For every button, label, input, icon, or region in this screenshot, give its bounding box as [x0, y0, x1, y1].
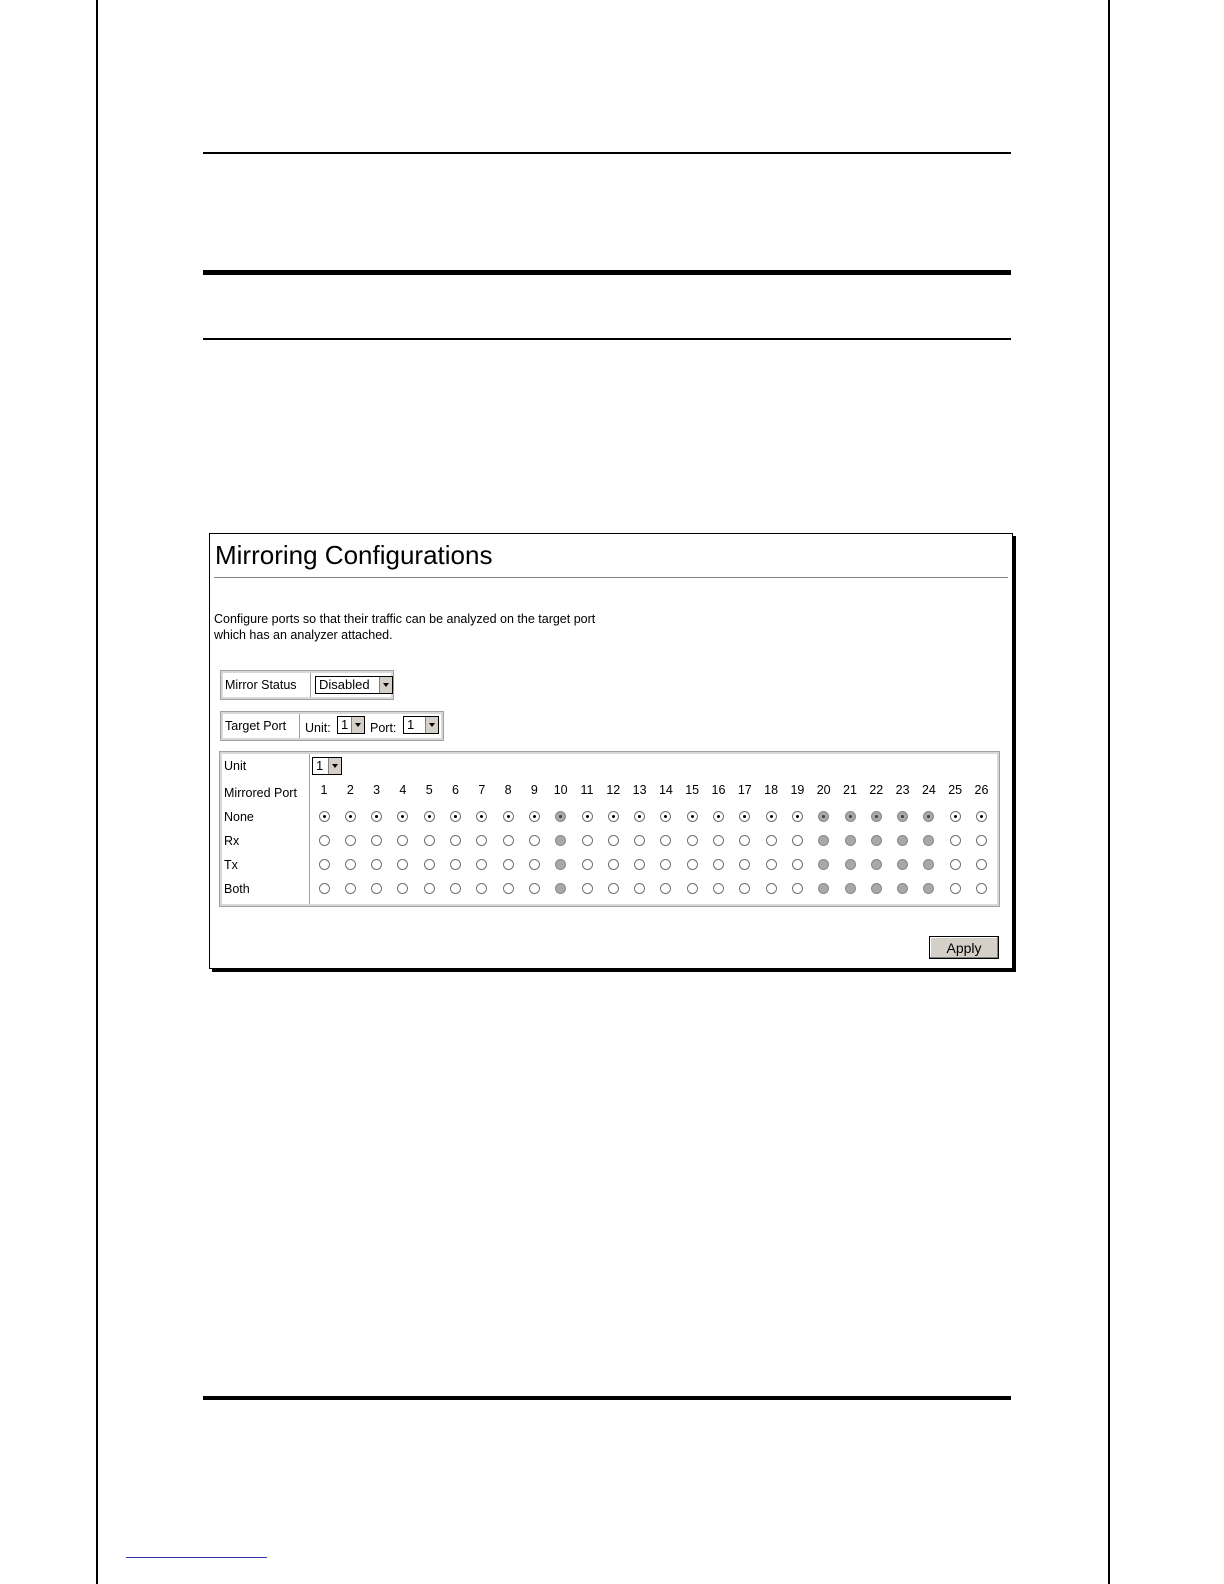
radio-tx-port-12[interactable]	[608, 859, 619, 870]
radio-rx-port-25[interactable]	[950, 835, 961, 846]
port-number-8: 8	[504, 783, 512, 797]
description-line-2: which has an analyzer attached.	[214, 628, 393, 642]
target-port-value: 1	[407, 717, 415, 732]
radio-none-port-15[interactable]	[687, 811, 698, 822]
port-number-6: 6	[452, 783, 459, 797]
port-number-14: 14	[658, 783, 673, 797]
radio-tx-port-4[interactable]	[397, 859, 408, 870]
page-left-border	[96, 0, 98, 1584]
description-line-1: Configure ports so that their traffic can be analyzed on the target port	[214, 612, 596, 626]
target-unit-label: Unit:	[305, 721, 331, 735]
radio-rx-port-6[interactable]	[450, 835, 461, 846]
port-number-4: 4	[399, 783, 407, 797]
radio-tx-port-1[interactable]	[319, 859, 330, 870]
radio-rx-port-1[interactable]	[319, 835, 330, 846]
radio-none-port-20	[818, 811, 829, 822]
radio-tx-port-5[interactable]	[424, 859, 435, 870]
radio-none-port-8[interactable]	[503, 811, 514, 822]
radio-tx-port-25[interactable]	[950, 859, 961, 870]
radio-none-port-2[interactable]	[345, 811, 356, 822]
radio-both-port-15[interactable]	[687, 883, 698, 894]
panel-description	[214, 611, 595, 643]
radio-rx-port-12[interactable]	[608, 835, 619, 846]
radio-tx-port-26[interactable]	[976, 859, 987, 870]
radio-none-port-13[interactable]	[634, 811, 645, 822]
radio-both-port-12[interactable]	[608, 883, 619, 894]
radio-both-port-18[interactable]	[766, 883, 777, 894]
port-number-24: 24	[921, 783, 936, 797]
radio-rx-port-3[interactable]	[371, 835, 382, 846]
radio-rx-port-8[interactable]	[503, 835, 514, 846]
target-unit-select[interactable]	[337, 716, 365, 734]
target-unit-value: 1	[341, 717, 349, 732]
port-number-22: 22	[869, 783, 884, 797]
grid-row-labels	[222, 754, 309, 904]
radio-tx-port-20	[818, 859, 829, 870]
port-number-9: 9	[530, 783, 538, 797]
radio-rx-port-19[interactable]	[792, 835, 803, 846]
radio-rx-port-26[interactable]	[976, 835, 987, 846]
radio-both-port-22	[871, 883, 882, 894]
radio-tx-port-7[interactable]	[476, 859, 487, 870]
port-number-18: 18	[764, 783, 779, 797]
radio-none-port-10	[555, 811, 566, 822]
radio-tx-port-10	[555, 859, 566, 870]
radio-rx-port-13[interactable]	[634, 835, 645, 846]
mirrored-port-label: Mirrored Port	[224, 786, 297, 800]
radio-both-port-5[interactable]	[424, 883, 435, 894]
panel-title: Mirroring Configurations	[215, 540, 493, 570]
radio-rx-port-21	[845, 835, 856, 846]
port-number-25: 25	[948, 783, 963, 797]
radio-both-port-19[interactable]	[792, 883, 803, 894]
port-number-19: 19	[790, 783, 805, 797]
radio-none-port-14[interactable]	[660, 811, 671, 822]
radio-tx-port-17[interactable]	[739, 859, 750, 870]
radio-tx-port-8[interactable]	[503, 859, 514, 870]
radio-tx-port-22	[871, 859, 882, 870]
row-label-rx: Rx	[224, 834, 240, 848]
radio-none-port-12[interactable]	[608, 811, 619, 822]
footer-rule	[203, 1396, 1011, 1400]
radio-rx-port-20	[818, 835, 829, 846]
chevron-down-icon	[379, 677, 392, 693]
radio-tx-port-9[interactable]	[529, 859, 540, 870]
radio-rx-port-17[interactable]	[739, 835, 750, 846]
radio-both-port-21	[845, 883, 856, 894]
radio-rx-port-2[interactable]	[345, 835, 356, 846]
radio-both-port-17[interactable]	[739, 883, 750, 894]
radio-none-port-11[interactable]	[582, 811, 593, 822]
target-port-select[interactable]	[403, 716, 439, 734]
footnote-rule	[126, 1557, 267, 1558]
mirror-status-select[interactable]	[315, 676, 393, 694]
radio-both-port-16[interactable]	[713, 883, 724, 894]
port-number-10: 10	[553, 783, 568, 797]
chevron-down-icon	[425, 717, 438, 733]
radio-none-port-24	[923, 811, 934, 822]
radio-tx-port-21	[845, 859, 856, 870]
radio-tx-port-19[interactable]	[792, 859, 803, 870]
radio-rx-port-14[interactable]	[660, 835, 671, 846]
radio-none-port-23	[897, 811, 908, 822]
mirror-status-separator	[310, 673, 311, 697]
radio-rx-port-24	[923, 835, 934, 846]
radio-none-port-16[interactable]	[713, 811, 724, 822]
mirror-status-value: Disabled	[319, 677, 370, 692]
radio-tx-port-14[interactable]	[660, 859, 671, 870]
radio-both-port-10	[555, 883, 566, 894]
radio-both-port-26[interactable]	[976, 883, 987, 894]
radio-none-port-26[interactable]	[976, 811, 987, 822]
radio-both-port-8[interactable]	[503, 883, 514, 894]
radio-none-port-9[interactable]	[529, 811, 540, 822]
radio-both-port-3[interactable]	[371, 883, 382, 894]
radio-tx-port-15[interactable]	[687, 859, 698, 870]
port-number-5: 5	[425, 783, 433, 797]
header-rule-thick	[203, 270, 1011, 275]
radio-both-port-4[interactable]	[397, 883, 408, 894]
radio-both-port-7[interactable]	[476, 883, 487, 894]
radio-both-port-14[interactable]	[660, 883, 671, 894]
port-number-20: 20	[816, 783, 831, 797]
radio-none-port-19[interactable]	[792, 811, 803, 822]
radio-tx-port-3[interactable]	[371, 859, 382, 870]
port-number-13: 13	[632, 783, 647, 797]
grid-unit-value: 1	[316, 758, 324, 773]
radio-rx-port-11[interactable]	[582, 835, 593, 846]
radio-both-port-2[interactable]	[345, 883, 356, 894]
port-number-16: 16	[711, 783, 726, 797]
port-number-23: 23	[895, 783, 910, 797]
radio-tx-port-13[interactable]	[634, 859, 645, 870]
radio-both-port-13[interactable]	[634, 883, 645, 894]
row-label-none: None	[224, 810, 254, 824]
radio-none-port-6[interactable]	[450, 811, 461, 822]
row-label-tx: Tx	[224, 858, 238, 872]
apply-button[interactable]: Apply	[929, 936, 999, 959]
port-number-11: 11	[580, 783, 594, 797]
radio-both-port-23	[897, 883, 908, 894]
radio-none-port-4[interactable]	[397, 811, 408, 822]
radio-tx-port-18[interactable]	[766, 859, 777, 870]
grid-unit-label: Unit	[224, 759, 247, 773]
header-rule-lower	[203, 338, 1011, 340]
radio-rx-port-22	[871, 835, 882, 846]
grid-separator	[309, 754, 310, 904]
radio-rx-port-16[interactable]	[713, 835, 724, 846]
radio-none-port-3[interactable]	[371, 811, 382, 822]
radio-tx-port-23	[897, 859, 908, 870]
radio-both-port-6[interactable]	[450, 883, 461, 894]
radio-none-port-18[interactable]	[766, 811, 777, 822]
port-number-15: 15	[685, 783, 700, 797]
radio-none-port-17[interactable]	[739, 811, 750, 822]
port-number-1: 1	[320, 783, 328, 797]
target-port-box	[221, 712, 443, 740]
radio-tx-port-24	[923, 859, 934, 870]
port-number-26: 26	[974, 783, 989, 797]
port-number-2: 2	[346, 783, 354, 797]
target-port-label: Target Port	[225, 719, 287, 733]
radio-both-port-11[interactable]	[582, 883, 593, 894]
chevron-down-icon	[328, 758, 341, 774]
radio-none-port-22	[871, 811, 882, 822]
title-divider	[214, 577, 1008, 579]
header-rule-thin	[203, 152, 1011, 154]
radio-rx-port-9[interactable]	[529, 835, 540, 846]
radio-rx-port-10	[555, 835, 566, 846]
radio-rx-port-4[interactable]	[397, 835, 408, 846]
radio-tx-port-16[interactable]	[713, 859, 724, 870]
port-number-3: 3	[373, 783, 381, 797]
page-right-border	[1108, 0, 1110, 1584]
radio-tx-port-6[interactable]	[450, 859, 461, 870]
mirror-status-label: Mirror Status	[225, 678, 297, 692]
radio-rx-port-5[interactable]	[424, 835, 435, 846]
port-number-7: 7	[478, 783, 486, 797]
radio-none-port-1[interactable]	[319, 811, 330, 822]
radio-tx-port-11[interactable]	[582, 859, 593, 870]
radio-none-port-25[interactable]	[950, 811, 961, 822]
radio-rx-port-18[interactable]	[766, 835, 777, 846]
radio-both-port-24	[923, 883, 934, 894]
port-number-17: 17	[737, 783, 752, 797]
radio-none-port-7[interactable]	[476, 811, 487, 822]
radio-none-port-5[interactable]	[424, 811, 435, 822]
grid-unit-select[interactable]	[312, 757, 342, 775]
radio-rx-port-7[interactable]	[476, 835, 487, 846]
radio-both-port-9[interactable]	[529, 883, 540, 894]
radio-both-port-20	[818, 883, 829, 894]
mirrored-ports-table	[220, 752, 999, 906]
target-port-separator	[299, 714, 300, 738]
port-number-21: 21	[843, 783, 857, 797]
radio-none-port-21	[845, 811, 856, 822]
radio-both-port-1[interactable]	[319, 883, 330, 894]
target-port-field-label: Port:	[370, 721, 397, 735]
radio-tx-port-2[interactable]	[345, 859, 356, 870]
radio-rx-port-23	[897, 835, 908, 846]
mirror-status-box	[221, 671, 393, 699]
chevron-down-icon	[351, 717, 364, 733]
radio-rx-port-15[interactable]	[687, 835, 698, 846]
row-label-both: Both	[224, 882, 250, 896]
mirroring-configurations-panel	[209, 533, 1013, 969]
port-number-12: 12	[606, 783, 621, 797]
radio-both-port-25[interactable]	[950, 883, 961, 894]
